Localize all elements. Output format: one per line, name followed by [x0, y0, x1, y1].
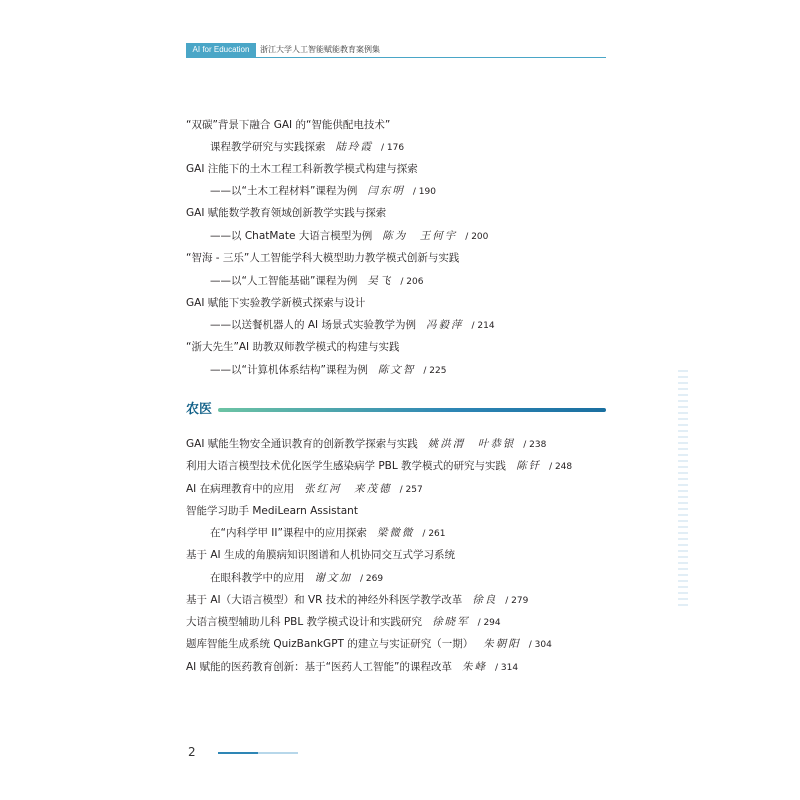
toc-entry[interactable]: ——以送餐机器人的 AI 场景式实验教学为例 冯毅萍 / 214	[210, 319, 495, 331]
decorative-stripes	[678, 370, 688, 610]
toc-entry[interactable]: 利用大语言模型技术优化医学生感染病学 PBL 教学模式的研究与实践 陈钎 / 248	[186, 460, 573, 472]
page-ref: / 261	[422, 529, 446, 539]
footer-rule	[218, 752, 298, 754]
toc-entry[interactable]: 智能学习助手 MediLearn Assistant	[186, 505, 358, 517]
page-ref: / 314	[495, 663, 519, 673]
toc-entry[interactable]: “双碳”背景下融合 GAI 的“智能供配电技术”	[186, 119, 391, 131]
book-title: 浙江大学人工智能赋能教育案例集	[260, 45, 380, 54]
page-ref: / 248	[549, 462, 573, 472]
toc-entry[interactable]: 在眼科教学中的应用 谢文加 / 269	[210, 572, 384, 584]
toc-entry[interactable]: 题库智能生成系统 QuizBankGPT 的建立与实证研究（一期） 朱朝阳 / 304	[186, 638, 552, 650]
toc-entry[interactable]: GAI 赋能下实验教学新模式探索与设计	[186, 297, 366, 309]
author: 徐晓军	[432, 616, 470, 628]
toc-entry[interactable]: ——以“计算机体系结构”课程为例 陈文智 / 225	[210, 364, 447, 376]
page-ref: / 279	[505, 596, 529, 606]
author: 陈文智	[377, 364, 416, 376]
page-ref: / 269	[360, 574, 384, 584]
author: 陈为 王何宇	[382, 230, 458, 242]
page-ref: / 257	[399, 485, 423, 495]
author: 吴飞	[367, 275, 393, 287]
page-ref: / 206	[400, 277, 424, 287]
toc-entry[interactable]: 基于 AI 生成的角膜病知识图谱和人机协同交互式学习系统	[186, 549, 455, 561]
toc-entry[interactable]: GAI 注能下的土木工程工科新教学模式构建与探索	[186, 163, 418, 175]
section-rule	[218, 408, 606, 412]
toc-entry[interactable]: “浙大先生”AI 助教双师教学模式的构建与实践	[186, 341, 400, 353]
toc-entry[interactable]: 大语言模型辅助儿科 PBL 教学模式设计和实践研究 徐晓军 / 294	[186, 616, 501, 628]
page-ref: / 200	[465, 232, 489, 242]
toc-entry[interactable]: 课程教学研究与实践探索 陆玲霞 / 176	[210, 141, 405, 153]
toc-entry[interactable]: “智海 - 三乐”人工智能学科大模型助力教学模式创新与实践	[186, 252, 460, 264]
page-ref: / 225	[423, 366, 447, 376]
toc-entry[interactable]: AI 在病理教育中的应用 张红河 来茂德 / 257	[186, 483, 423, 495]
author: 梁微微	[376, 527, 415, 539]
toc-entry[interactable]: 基于 AI（大语言模型）和 VR 技术的神经外科医学教学改革 徐良 / 279	[186, 594, 529, 606]
author: 朱峰	[462, 661, 487, 673]
page-ref: / 238	[523, 440, 547, 450]
page-ref: / 190	[412, 187, 436, 197]
page-ref: / 176	[381, 143, 405, 153]
series-badge: AI for Education	[186, 43, 256, 57]
toc-entry[interactable]: ——以 ChatMate 大语言模型为例 陈为 王何宇 / 200	[210, 230, 489, 242]
toc-entry[interactable]: GAI 赋能生物安全通识教育的创新教学探索与实践 姚洪渭 叶恭银 / 238	[186, 438, 547, 450]
toc-entry[interactable]: GAI 赋能数学教育领域创新教学实践与探索	[186, 207, 387, 219]
page-ref: / 304	[528, 640, 552, 650]
toc-entry[interactable]: ——以“人工智能基础”课程为例 吴飞 / 206	[210, 275, 424, 287]
section-heading	[186, 401, 606, 419]
page-ref: / 214	[471, 321, 495, 331]
author: 陈钎	[516, 460, 542, 472]
section-title: 农医	[186, 402, 213, 417]
author: 陆玲霞	[335, 141, 373, 153]
toc-entry[interactable]: ——以“土木工程材料”课程为例 闫东明 / 190	[210, 185, 436, 197]
author: 冯毅萍	[425, 319, 464, 331]
toc-entry[interactable]: AI 赋能的医药教育创新：基于“医药人工智能”的课程改革 朱峰 / 314	[186, 661, 519, 673]
author: 徐良	[472, 594, 498, 606]
header-rule	[186, 57, 606, 58]
page-ref: / 294	[477, 618, 501, 628]
author: 闫东明	[367, 185, 405, 197]
author: 谢文加	[314, 572, 352, 584]
author: 姚洪渭 叶恭银	[427, 438, 516, 450]
running-header	[186, 43, 606, 57]
page-number: 2	[188, 745, 196, 759]
author: 朱朝阳	[483, 638, 521, 650]
toc-entry[interactable]: 在“内科学甲 II”课程中的应用探索 梁微微 / 261	[210, 527, 446, 539]
author: 张红河 来茂德	[304, 483, 392, 495]
